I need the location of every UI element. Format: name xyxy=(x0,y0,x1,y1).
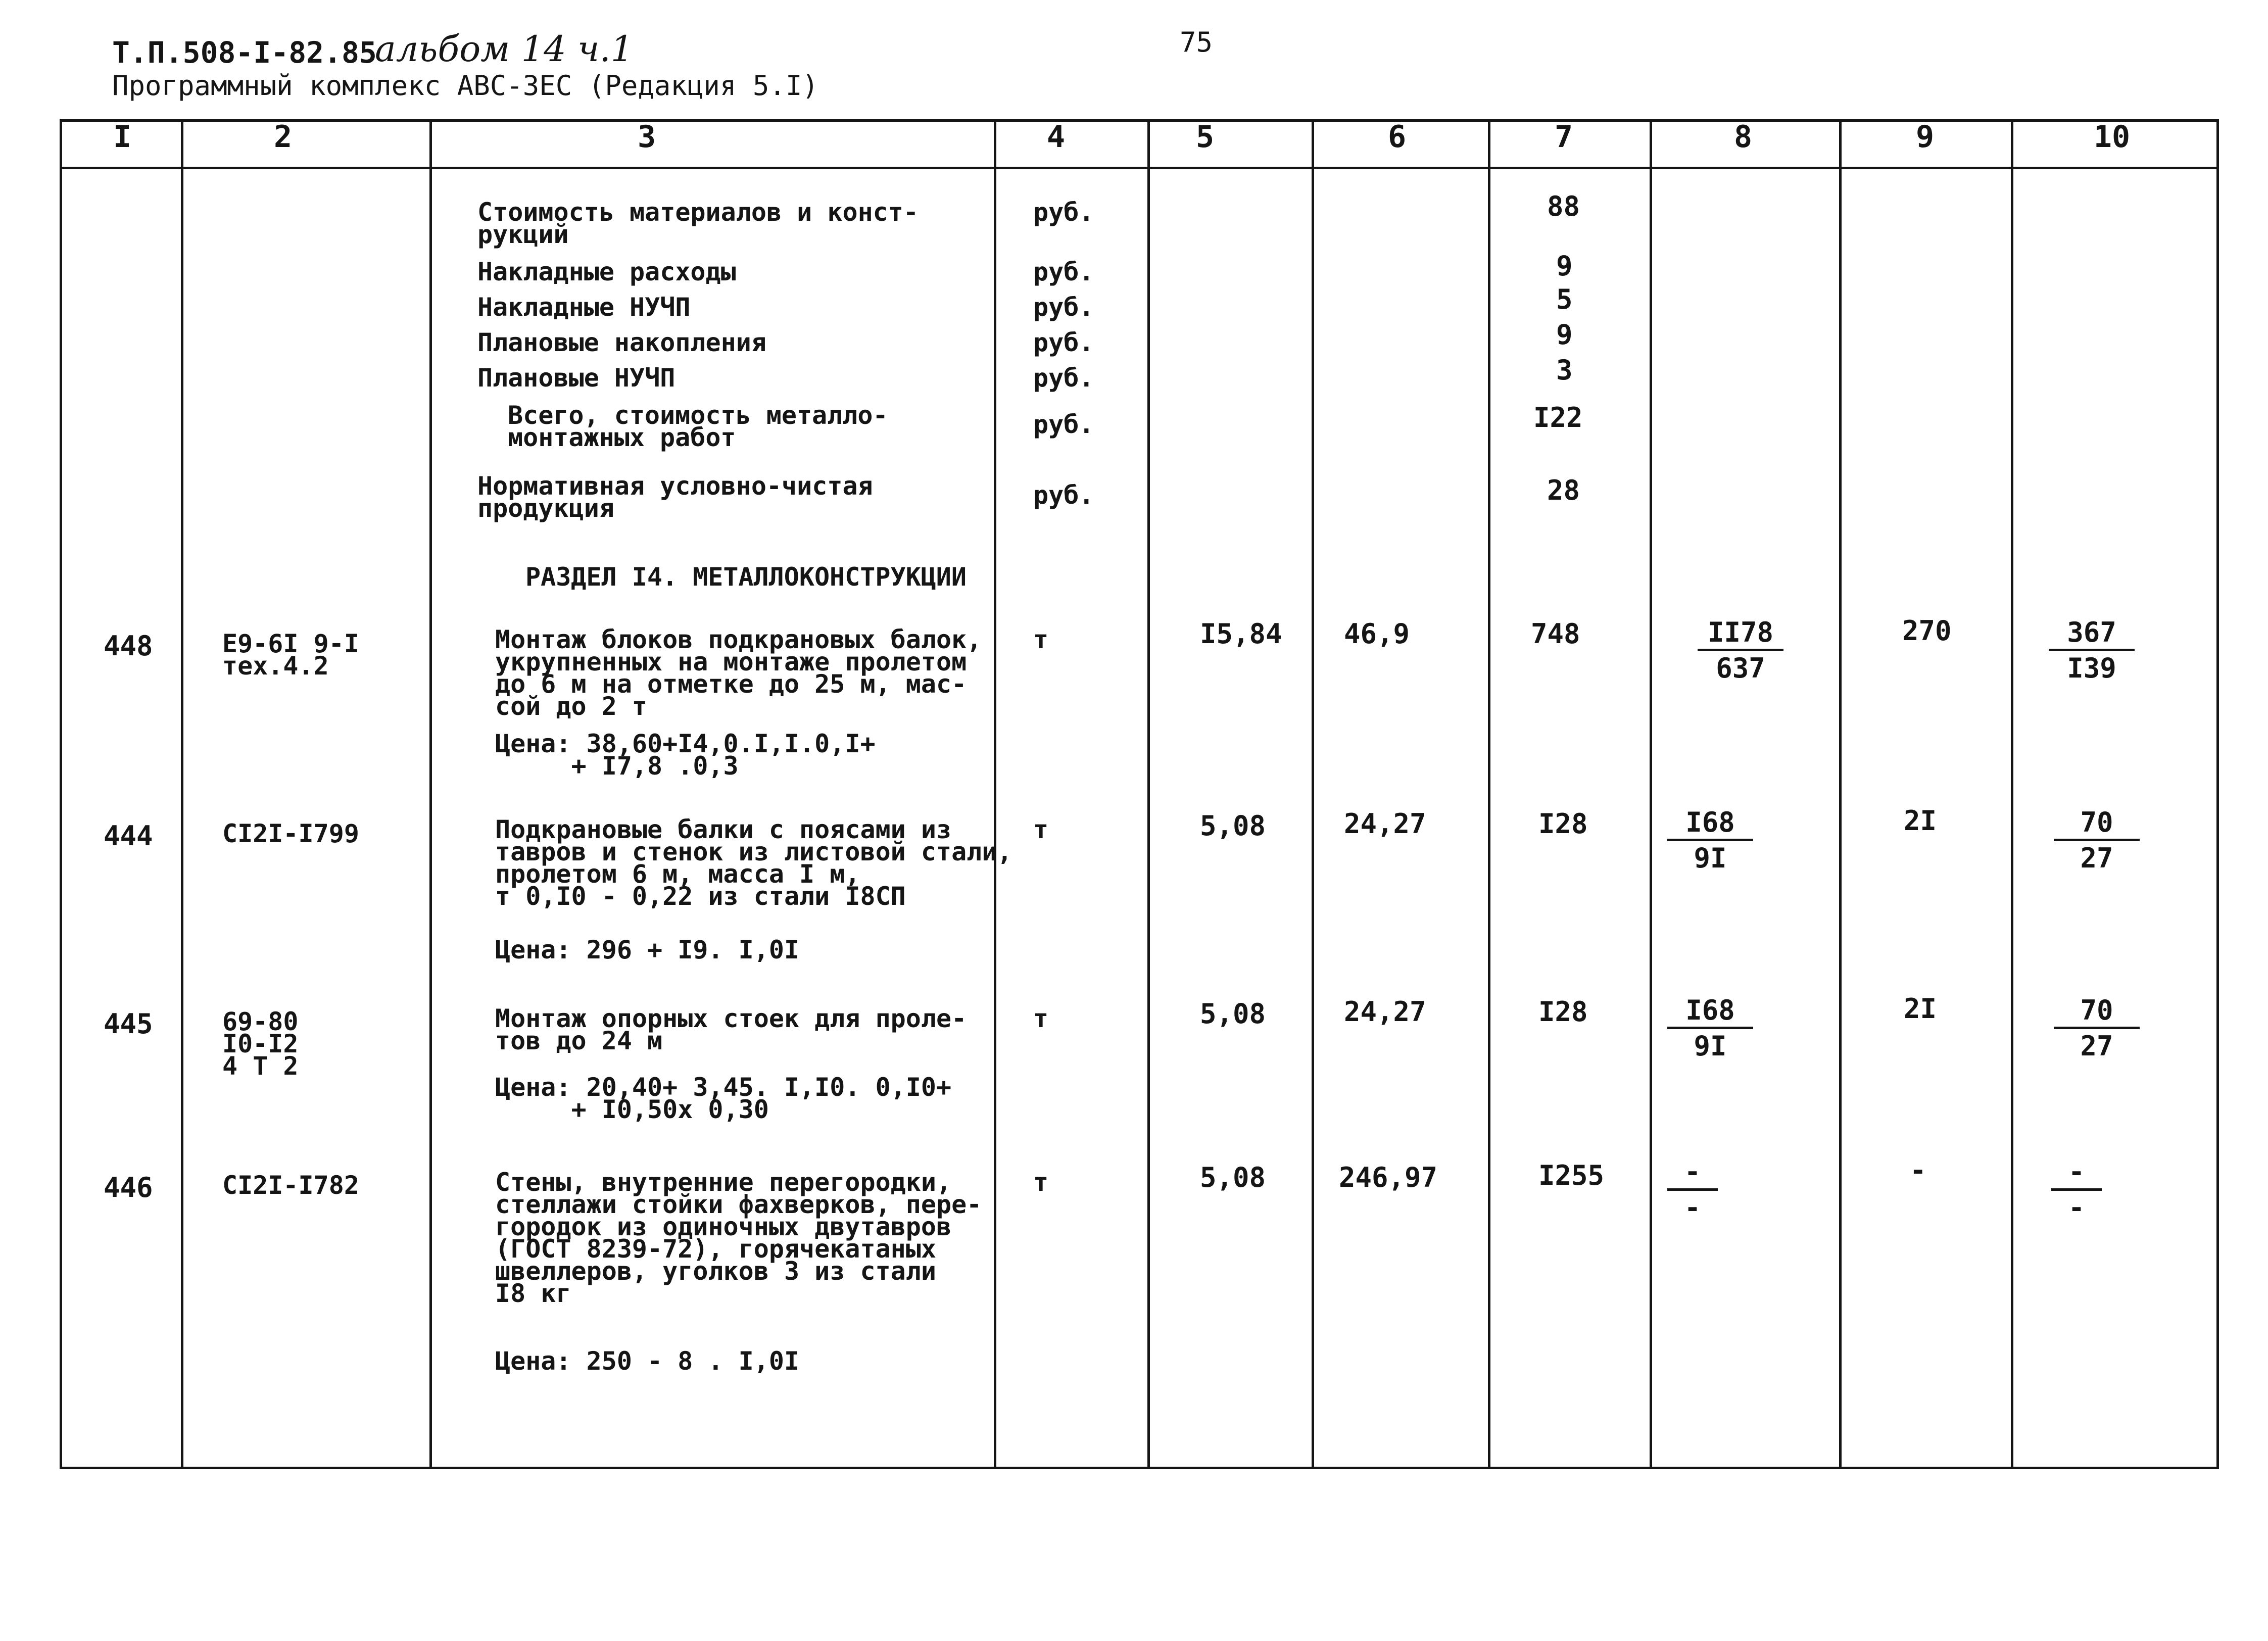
row-col6: 246,97 xyxy=(1339,1162,1438,1193)
row-number: 445 xyxy=(104,1008,153,1040)
column-number: 6 xyxy=(1387,119,1407,155)
fraction-numerator: I68 xyxy=(1667,995,1753,1029)
summary-unit: руб. xyxy=(1033,328,1094,357)
summary-label: Плановые НУЧП xyxy=(477,363,675,393)
row-number: 446 xyxy=(104,1172,153,1203)
column-number: I xyxy=(113,119,132,155)
fraction-denominator: 27 xyxy=(2080,1030,2113,1062)
column-number: 3 xyxy=(637,119,656,155)
column-separator xyxy=(181,119,183,1469)
row-col5: 5,08 xyxy=(1200,998,1266,1030)
summary-value: 5 xyxy=(1556,283,1573,315)
row-col9: 270 xyxy=(1902,615,1952,647)
fraction-denominator: 27 xyxy=(2080,842,2113,874)
column-separator xyxy=(1839,119,1842,1469)
row-price: Цена: 38,60+I4,0.I,I.0,I+ + I7,8 .0,3 xyxy=(495,729,876,781)
column-number: 10 xyxy=(2093,119,2131,155)
program-title: Программный комплекс АВС-3ЕС (Редакция 5.I) xyxy=(112,70,818,102)
row-col8-fraction xyxy=(1667,1157,1718,1223)
summary-unit: руб. xyxy=(1033,410,1094,439)
fraction-denominator: - xyxy=(2068,1192,2085,1224)
row-col7: I28 xyxy=(1538,996,1588,1028)
column-separator xyxy=(1650,119,1652,1469)
column-separator xyxy=(429,119,432,1469)
row-col6: 24,27 xyxy=(1344,996,1426,1028)
row-number: 448 xyxy=(104,630,153,662)
column-number: 5 xyxy=(1195,119,1215,155)
fraction-numerator: 70 xyxy=(2054,807,2140,841)
summary-value: 9 xyxy=(1556,319,1573,351)
summary-value: 3 xyxy=(1556,354,1573,386)
summary-label: Стоимость материалов и конст- рукций xyxy=(477,198,919,249)
summary-value: 88 xyxy=(1547,190,1580,222)
fraction-numerator: I68 xyxy=(1667,807,1753,841)
row-unit: т xyxy=(1033,1004,1049,1033)
row-col5: I5,84 xyxy=(1200,618,1282,650)
section-title: РАЗДЕЛ I4. МЕТАЛЛОКОНСТРУКЦИИ xyxy=(525,562,967,592)
summary-value: I22 xyxy=(1533,402,1583,433)
row-code: СI2I-I782 xyxy=(222,1171,359,1200)
page-number: 75 xyxy=(1180,26,1213,58)
fraction-numerator: II78 xyxy=(1698,617,1783,651)
fraction-denominator: 637 xyxy=(1716,652,1765,684)
column-separator xyxy=(1147,119,1150,1469)
column-number: 2 xyxy=(273,119,293,155)
fraction-numerator: 70 xyxy=(2054,995,2140,1029)
row-col6: 46,9 xyxy=(1344,618,1410,650)
document-code: Т.П.508-I-82.85 xyxy=(112,35,377,70)
row-description: Монтаж блоков подкрановых балок, укрупненных на монтаже пролетом до 6 м на отметке до 25 м, мас- сой до 2 т xyxy=(495,625,982,721)
fraction-denominator: 9I xyxy=(1694,842,1727,874)
row-unit: т xyxy=(1033,1168,1049,1197)
summary-label: Накладные НУЧП xyxy=(477,293,691,322)
row-unit: т xyxy=(1033,625,1049,654)
row-description: Подкрановые балки с поясами из тавров и стенок из листовой стали, пролетом 6 м, масса I м, т 0,I0 - 0,22 из стали I8СП xyxy=(495,815,1012,911)
column-separator xyxy=(2011,119,2013,1469)
row-col9: 2I xyxy=(1904,805,1937,837)
summary-label: Нормативная условно-чистая продукция xyxy=(477,471,873,523)
row-description: Стены, внутренние перегородки, стеллажи стойки фахверков, пере- городок из одиночных двутавров (ГОСТ 8239-72), горячекатаных швеллеров, уголков 3 из стали I8 кг xyxy=(495,1168,982,1308)
table-frame xyxy=(60,119,2219,1469)
column-number: 9 xyxy=(1915,119,1935,155)
row-col7: 748 xyxy=(1531,618,1580,650)
fraction-numerator: - xyxy=(2051,1157,2102,1191)
fraction-denominator: 9I xyxy=(1694,1030,1727,1062)
summary-unit: руб. xyxy=(1033,363,1094,393)
summary-label: Всего, стоимость металло- монтажных работ xyxy=(508,401,888,452)
row-col7: I255 xyxy=(1538,1160,1605,1191)
row-col10-fraction xyxy=(2054,995,2140,1061)
row-price: Цена: 296 + I9. I,0I xyxy=(495,935,800,964)
row-col8-fraction xyxy=(1698,617,1783,684)
row-price: Цена: 20,40+ 3,45. I,I0. 0,I0+ + I0,50х 0,30 xyxy=(495,1073,952,1124)
column-number: 8 xyxy=(1733,119,1753,155)
row-col9: 2I xyxy=(1904,993,1937,1025)
row-code: 69-80 I0-I2 4 Т 2 xyxy=(222,1007,299,1081)
fraction-denominator: - xyxy=(1684,1192,1701,1224)
summary-unit: руб. xyxy=(1033,293,1094,322)
row-unit: т xyxy=(1033,815,1049,844)
column-number: 7 xyxy=(1554,119,1573,155)
row-col5: 5,08 xyxy=(1200,810,1266,842)
fraction-numerator: 367 xyxy=(2049,617,2135,651)
row-number: 444 xyxy=(104,820,153,852)
row-col10-fraction xyxy=(2049,617,2135,684)
row-description: Монтаж опорных стоек для проле- тов до 24 м xyxy=(495,1004,967,1055)
summary-unit: руб. xyxy=(1033,480,1094,510)
summary-value: 9 xyxy=(1556,250,1573,282)
row-code: СI2I-I799 xyxy=(222,819,359,848)
fraction-numerator: - xyxy=(1667,1157,1718,1191)
row-code: Е9-6I 9-I тех.4.2 xyxy=(222,629,359,681)
column-number: 4 xyxy=(1046,119,1066,155)
header-row-divider xyxy=(60,167,2219,169)
row-col6: 24,27 xyxy=(1344,808,1426,840)
row-col5: 5,08 xyxy=(1200,1162,1266,1193)
column-separator xyxy=(1488,119,1490,1469)
summary-label: Плановые накопления xyxy=(477,328,766,357)
row-col9: - xyxy=(1910,1154,1926,1186)
summary-unit: руб. xyxy=(1033,257,1094,286)
summary-value: 28 xyxy=(1547,474,1580,506)
row-col10-fraction xyxy=(2054,807,2140,874)
album-handwritten-note: альбом 14 ч.1 xyxy=(375,28,634,70)
summary-unit: руб. xyxy=(1033,198,1094,227)
row-col7: I28 xyxy=(1538,808,1588,840)
fraction-denominator: I39 xyxy=(2067,652,2116,684)
column-separator xyxy=(1312,119,1314,1469)
row-col10-fraction xyxy=(2051,1157,2102,1223)
row-price: Цена: 250 - 8 . I,0I xyxy=(495,1346,800,1376)
row-col8-fraction xyxy=(1667,995,1753,1061)
summary-label: Накладные расходы xyxy=(477,257,736,286)
row-col8-fraction xyxy=(1667,807,1753,874)
column-separator xyxy=(994,119,996,1469)
